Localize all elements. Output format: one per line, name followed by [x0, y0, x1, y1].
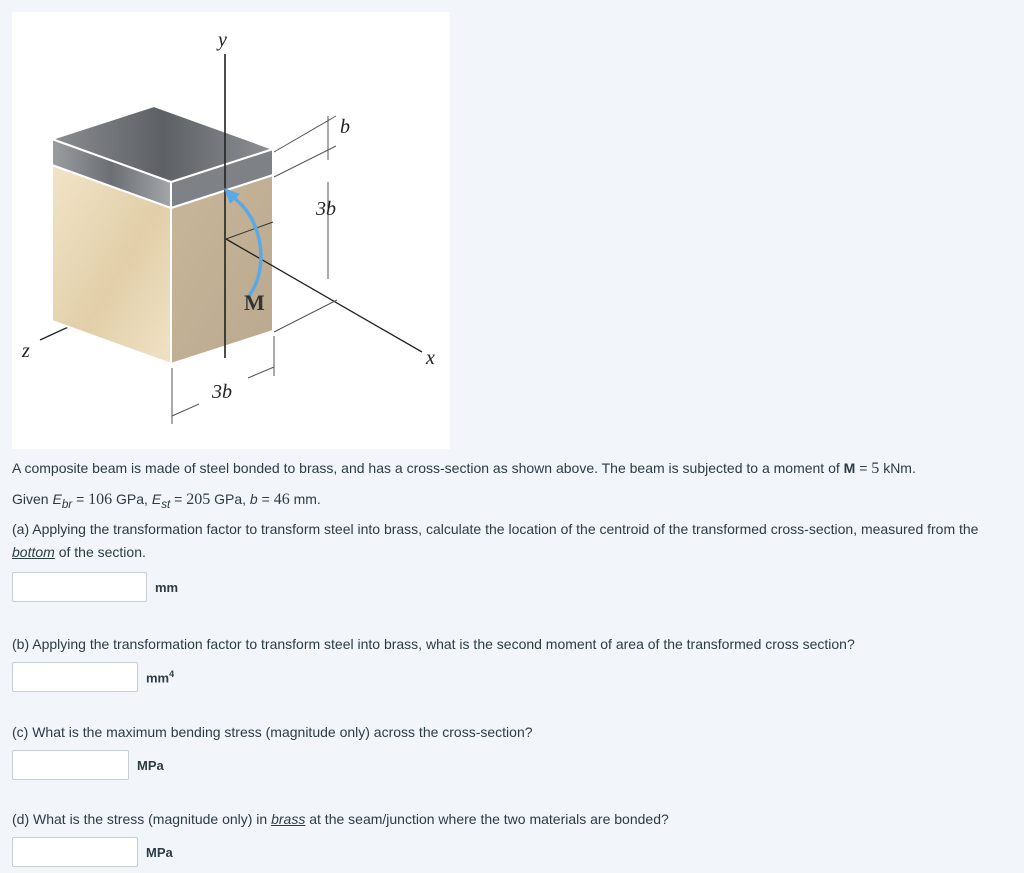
- question-b-text: (b) Applying the transformation factor to transform steel into brass, what is the second moment of area of the transformed cross section?: [12, 636, 855, 652]
- moment-label: M: [244, 290, 265, 315]
- beam-figure: [12, 12, 450, 449]
- answer-b-input[interactable]: [12, 662, 138, 692]
- y-axis-label: y: [218, 29, 227, 51]
- question-a-answer: [12, 572, 178, 602]
- question-b-answer: [12, 662, 174, 692]
- question-d-text: (d) What is the stress (magnitude only) in brass at the seam/junction where the two materials are bonded?: [12, 811, 669, 827]
- answer-b-unit: $mm^4$: [146, 668, 175, 686]
- answer-d-input[interactable]: [12, 837, 138, 867]
- dimension-3b-height: 3b: [316, 198, 336, 220]
- answer-c-input[interactable]: [12, 750, 129, 780]
- z-axis-label: z: [22, 340, 30, 362]
- x-axis-label: x: [426, 347, 435, 369]
- question-a-text: (a) Applying the transformation factor to transform steel into brass, calculate the location of the centroid of the transformed cross-section, measured from the bottom of the section.: [12, 521, 979, 560]
- question-c-text: (c) What is the maximum bending stress (magnitude only) across the cross-section?: [12, 724, 533, 740]
- dimension-b: b: [340, 116, 350, 138]
- answer-a-input[interactable]: [12, 572, 147, 602]
- problem-statement: A composite beam is made of steel bonded to brass, and has a cross-section as shown above. The beam is subjected to a moment of M = 5 kNm.: [12, 460, 916, 477]
- question-c-answer: [12, 750, 164, 780]
- given-values: Given $E_{br} = 106$ GPa, $E_{st} = 205$ GPa, b = 46 mm.: [12, 491, 321, 511]
- beam-diagram: [12, 12, 450, 449]
- answer-a-unit: mm: [155, 579, 179, 595]
- answer-c-unit: MPa: [137, 757, 164, 773]
- dimension-3b-width: 3b: [212, 381, 232, 403]
- answer-d-unit: MPa: [146, 844, 173, 860]
- question-d-answer: [12, 837, 173, 867]
